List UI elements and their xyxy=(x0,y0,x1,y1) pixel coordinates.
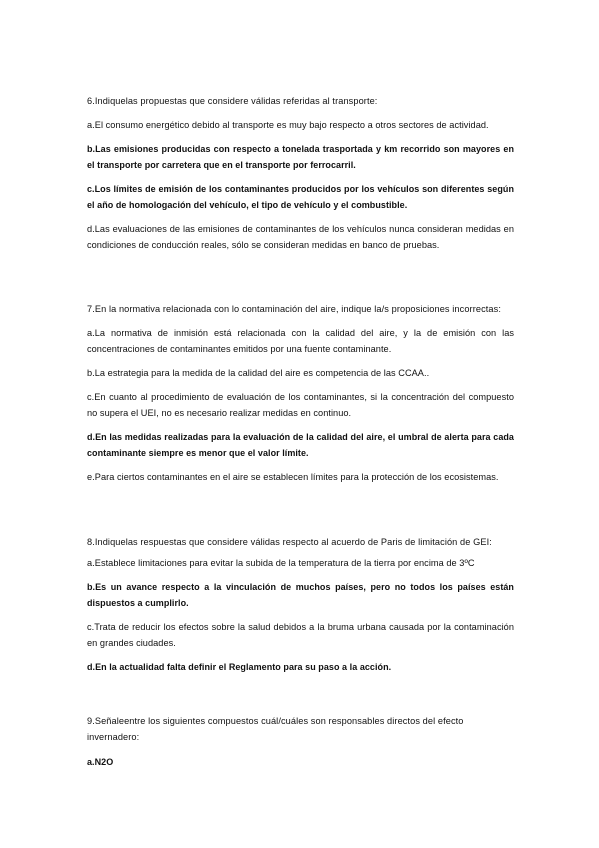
question-7-option-a: a.La normativa de inmisión está relacionada con la calidad del aire, y la de emisión con las concentraciones de contaminantes emitidos por una fuente contaminante. xyxy=(87,328,514,354)
question-8 xyxy=(87,534,514,675)
question-7-title: 7.En la normativa relacionada con lo contaminación del aire, indique la/s proposiciones incorrectas: xyxy=(87,304,501,314)
question-9-title: 9.Señaleentre los siguientes compuestos cuál/cuáles son responsables directos del efecto invernadero: xyxy=(87,716,464,742)
question-7-option-d: d.En las medidas realizadas para la evaluación de la calidad del aire, el umbral de alerta para cada contaminante siempre es menor que el valor límite. xyxy=(87,432,514,458)
question-6-option-b: b.Las emisiones producidas con respecto a tonelada trasportada y km recorrido son mayores en el transporte por carretera que en el transporte por ferrocarril. xyxy=(87,144,514,170)
question-8-option-b: b.Es un avance respecto a la vinculación de muchos países, pero no todos los países están dispuestos a cumplirlo. xyxy=(87,582,514,608)
question-8-title: 8.Indiquelas respuestas que considere válidas respecto al acuerdo de Paris de limitación de GEI: xyxy=(87,537,492,547)
question-6-title: 6.Indiquelas propuestas que considere válidas referidas al transporte: xyxy=(87,96,378,106)
question-9 xyxy=(87,713,514,770)
question-9-option-a: a.N2O xyxy=(87,757,114,767)
question-8-option-c: c.Trata de reducir los efectos sobre la salud debidos a la bruma urbana causada por la contaminación en grandes ciudades. xyxy=(87,622,514,648)
question-6-option-c: c.Los límites de emisión de los contaminantes producidos por los vehículos son diferentes según el año de homologación del vehículo, el tipo de vehículo y el combustible. xyxy=(87,184,514,210)
question-7 xyxy=(87,301,514,485)
question-6-option-a: a.El consumo energético debido al transporte es muy bajo respecto a otros sectores de actividad. xyxy=(87,120,489,130)
question-7-option-e: e.Para ciertos contaminantes en el aire se establecen límites para la protección de los ecosistemas. xyxy=(87,472,499,482)
question-6-option-d: d.Las evaluaciones de las emisiones de contaminantes de los vehículos nunca consideran medidas en condiciones de conducción reales, sólo se consideran medidas en banco de pruebas. xyxy=(87,224,514,250)
question-7-option-c: c.En cuanto al procedimiento de evaluación de los contaminantes, si la concentración del compuesto no supera el UEI, no es necesario realizar medidas en continuo. xyxy=(87,392,514,418)
question-6 xyxy=(87,93,514,253)
question-8-option-a: a.Establece limitaciones para evitar la subida de la temperatura de la tierra por encima de 3ºC xyxy=(87,558,475,568)
question-8-option-d: d.En la actualidad falta definir el Reglamento para su paso a la acción. xyxy=(87,662,392,672)
question-7-option-b: b.La estrategia para la medida de la calidad del aire es competencia de las CCAA.. xyxy=(87,368,430,378)
